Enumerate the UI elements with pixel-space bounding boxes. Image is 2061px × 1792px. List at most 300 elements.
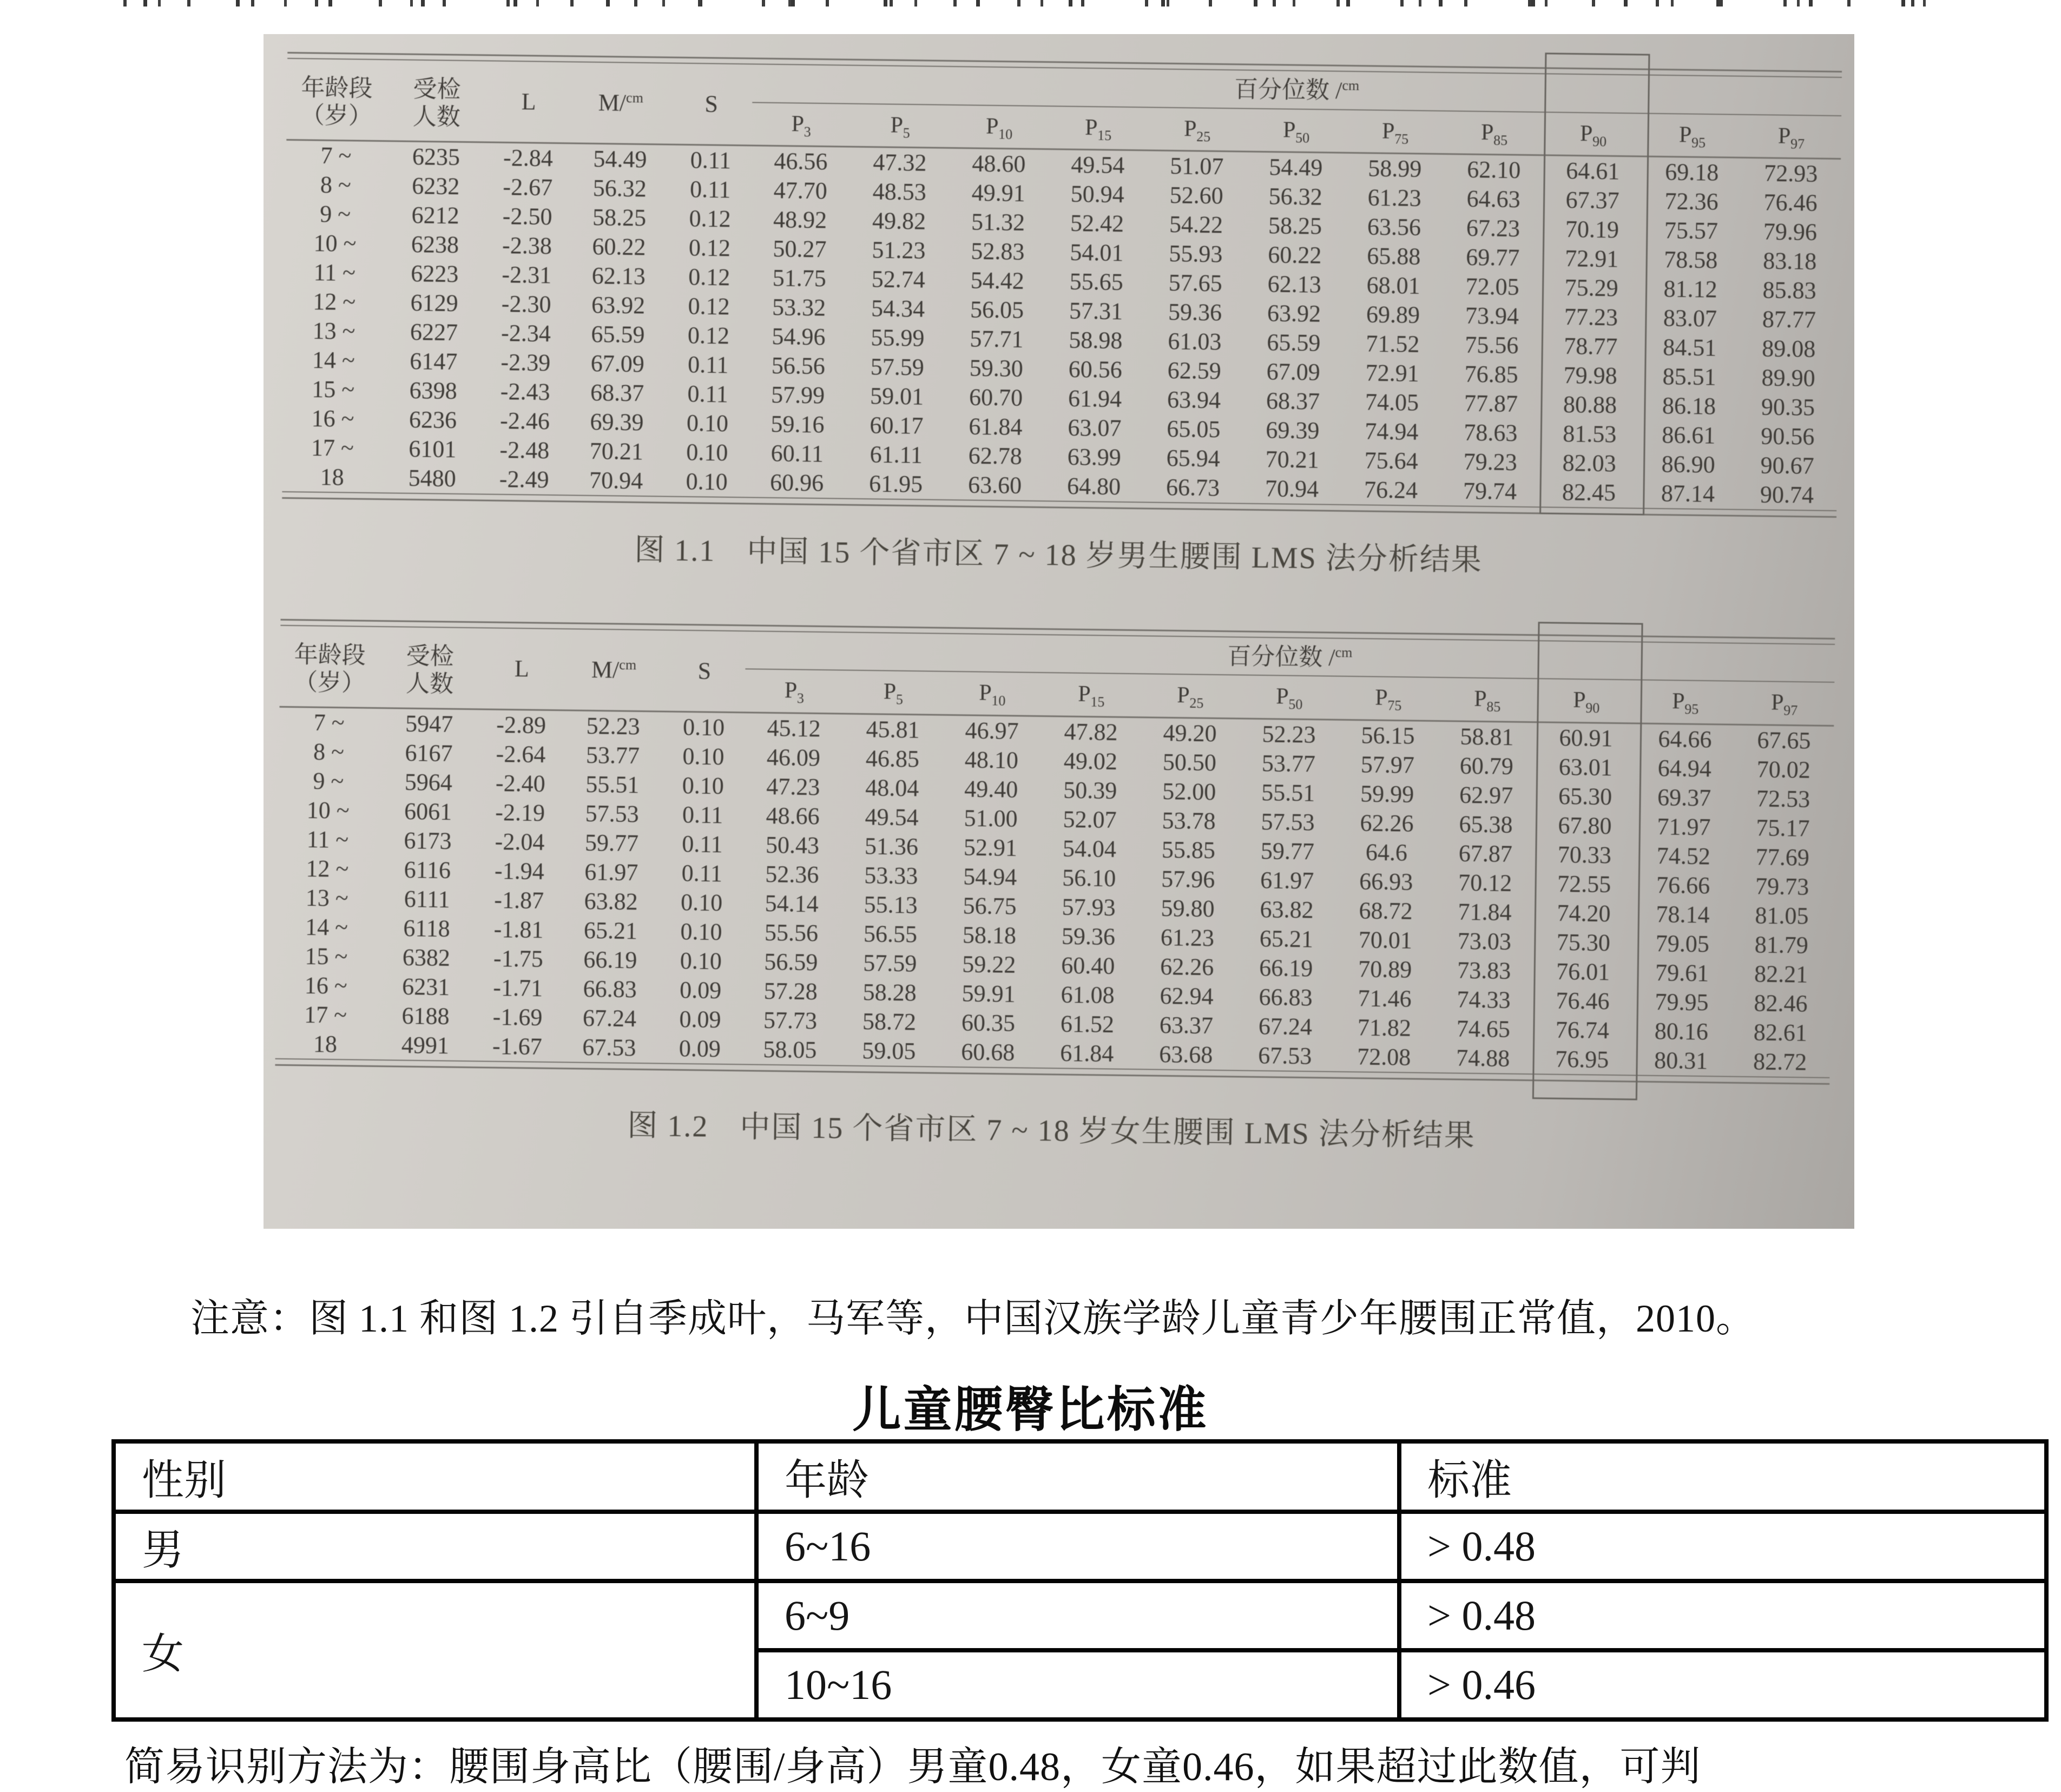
cell: 72.08 [1357, 1043, 1411, 1071]
cell: 57.53 [1261, 808, 1315, 836]
cell: -2.04 [495, 828, 545, 856]
ratio-table [111, 1439, 2049, 1722]
cell: 59.91 [962, 980, 1016, 1007]
cell: 61.97 [584, 858, 638, 886]
cell: 53.77 [1261, 750, 1316, 778]
cell: 0.11 [690, 147, 732, 174]
cell: 70.02 [1756, 756, 1811, 783]
p-label: $P_{85}$ [1438, 677, 1537, 722]
cell: 59.99 [1360, 780, 1414, 808]
cell: -2.64 [496, 740, 546, 768]
cell: 56.05 [970, 296, 1024, 324]
cell: 57.71 [970, 325, 1024, 353]
cell: 0.09 [679, 1006, 721, 1033]
cell: 90.67 [1760, 452, 1814, 479]
cell: 0.10 [680, 889, 723, 917]
cell: 69.39 [590, 409, 644, 436]
cell: 58.72 [862, 1008, 917, 1036]
cell: 53.78 [1162, 807, 1216, 835]
cell: 63.60 [967, 471, 1022, 499]
cell: 67.53 [1257, 1042, 1312, 1070]
cell: 56.56 [771, 352, 826, 380]
p-label: $P_{95}$ [1643, 113, 1742, 157]
cell: 56.59 [764, 948, 818, 976]
cell: 52.00 [1162, 778, 1216, 806]
cell: 61.23 [1367, 184, 1421, 212]
cell: 0.10 [682, 743, 725, 770]
cell: 0.10 [686, 439, 728, 466]
cell: 6061 [404, 798, 452, 825]
cell: 79.05 [1655, 930, 1710, 958]
cell: 69.39 [1266, 417, 1320, 444]
cell: 56.10 [1062, 864, 1116, 892]
cell: 57.31 [1069, 297, 1123, 325]
cell: 55.56 [764, 919, 819, 947]
cell: 63.07 [1068, 414, 1122, 442]
cell: 49.40 [964, 775, 1018, 803]
cell: 59.80 [1161, 894, 1215, 923]
cell: 57.97 [1360, 751, 1415, 779]
cell: 82.72 [1753, 1048, 1807, 1076]
cell: 51.23 [872, 236, 926, 264]
p-label: $P_{90}$ [1544, 112, 1643, 156]
cell: 54.04 [1062, 835, 1117, 862]
cell: 86.18 [1662, 392, 1716, 420]
cell: 48.92 [773, 206, 827, 234]
cell: 68.37 [1266, 387, 1320, 415]
cell: 10 ~ [313, 229, 357, 257]
cell: 54.42 [970, 267, 1025, 294]
cell: 5964 [404, 768, 453, 796]
cell: -2.67 [503, 174, 553, 201]
cell: 60.79 [1459, 752, 1514, 780]
cell: 61.84 [1060, 1039, 1114, 1067]
age-cell: 6~9 [756, 1581, 1399, 1650]
standard-cell: > 0.48 [1399, 1581, 2046, 1650]
cell: 74.52 [1656, 842, 1711, 870]
cell: 76.24 [1364, 476, 1418, 504]
cell: 6101 [409, 436, 457, 463]
cell: 67.87 [1458, 840, 1513, 867]
cell: 83.07 [1663, 305, 1717, 332]
photo-content [255, 27, 1860, 1241]
cell: 53.77 [585, 741, 640, 769]
cell-p90: 76.95 [1555, 1045, 1609, 1073]
cell: 60.40 [1061, 952, 1115, 979]
cell: 6173 [404, 827, 452, 854]
cell: 64.94 [1657, 755, 1712, 782]
cell: 55.99 [871, 324, 925, 352]
cell: -2.38 [502, 232, 552, 260]
age-label-line2: （岁） [300, 102, 373, 129]
cell: 79.95 [1655, 989, 1709, 1016]
cell: 6188 [401, 1002, 450, 1030]
cell: 63.94 [1167, 386, 1221, 414]
cell: 59.36 [1061, 923, 1116, 950]
figure-caption-1: 图 1.1 中国 15 个省市区 7 ~ 18 岁男生腰围 LMS 法分析结果 [634, 533, 1483, 577]
cell: 49.91 [971, 179, 1026, 207]
cell: 59.16 [771, 411, 825, 438]
cell: 71.97 [1657, 813, 1711, 841]
cell: 51.07 [1170, 153, 1224, 180]
cell: 55.13 [864, 891, 918, 919]
cell: 45.81 [866, 716, 920, 743]
cell: 86.90 [1661, 451, 1715, 478]
p-label: $P_3$ [745, 669, 844, 714]
cell: 45.12 [767, 715, 821, 742]
cell: 61.94 [1068, 385, 1122, 413]
cell: 0.11 [687, 380, 729, 408]
cell: 63.82 [1260, 896, 1314, 924]
cell-p90: 75.30 [1556, 928, 1611, 957]
figure-caption-2: 图 1.2 中国 15 个省市区 7 ~ 18 岁女生腰围 LMS 法分析结果 [627, 1109, 1476, 1153]
col-header-s: S [670, 63, 753, 146]
p-label: $P_5$ [844, 670, 943, 715]
cell: 76.66 [1656, 872, 1710, 899]
cell: 82.46 [1754, 990, 1808, 1017]
cell: 47.70 [773, 177, 828, 205]
cell: 66.73 [1166, 474, 1220, 502]
ratio-header-row [114, 1441, 2046, 1512]
top-cut-text-fragments [123, 0, 1931, 6]
cell: 0.10 [682, 772, 725, 800]
cell: 0.10 [680, 918, 722, 946]
cell: 89.90 [1761, 364, 1815, 392]
cell: 6236 [409, 406, 457, 434]
cell: 71.84 [1458, 898, 1512, 926]
cell: 56.55 [863, 920, 918, 948]
cell-p90: 65.30 [1558, 782, 1612, 811]
cell: 65.38 [1459, 811, 1513, 838]
cell: 0.11 [689, 176, 731, 203]
p-label: $P_{75}$ [1339, 676, 1438, 721]
age-label-line1: 年龄段 [301, 74, 373, 102]
cell: 71.82 [1357, 1014, 1412, 1042]
cell: 6147 [410, 348, 458, 375]
cell: 75.17 [1756, 814, 1810, 842]
p-label: $P_{95}$ [1636, 680, 1735, 724]
cell-p90: 67.37 [1565, 187, 1619, 214]
lms-table-boys [282, 58, 1842, 511]
cell: 57.93 [1062, 893, 1116, 921]
cell: 53.33 [864, 862, 918, 890]
cell: 55.51 [1261, 779, 1315, 807]
cell-p90: 72.91 [1565, 245, 1619, 273]
cell: 60.56 [1068, 355, 1123, 384]
bottom-cut-line [0, 1737, 2061, 1789]
cell: 7 ~ [320, 142, 352, 169]
lms-table-boys-body [282, 140, 1841, 511]
cell: 0.11 [681, 831, 723, 858]
cell: 0.12 [688, 293, 730, 320]
col-header-standard: 标准 [1399, 1441, 2046, 1512]
cell: 62.59 [1167, 357, 1222, 385]
cell: -2.49 [499, 466, 549, 493]
cell: 69.89 [1366, 301, 1420, 328]
cell: -1.81 [493, 915, 544, 944]
cell: 58.81 [1460, 723, 1514, 750]
p-label: $P_3$ [752, 102, 851, 147]
cell: 70.21 [1265, 446, 1320, 473]
cell: 61.52 [1060, 1010, 1115, 1038]
cell: 59.05 [862, 1037, 916, 1065]
cell: 63.92 [591, 292, 646, 319]
cell: 0.11 [681, 860, 723, 887]
cell: 61.23 [1160, 924, 1215, 952]
cell: 58.28 [862, 979, 917, 1006]
cell: 10 ~ [306, 796, 350, 824]
cell: 76.46 [1763, 189, 1818, 216]
cell: 18 [320, 464, 345, 491]
cell: 85.83 [1762, 276, 1816, 304]
cell: 62.26 [1160, 953, 1214, 981]
cell: 18 [313, 1030, 338, 1058]
cell: 6231 [401, 973, 450, 1000]
cell: 65.05 [1167, 416, 1221, 443]
cell: 0.10 [686, 468, 728, 496]
cell: 52.74 [871, 266, 926, 293]
cell: 55.51 [585, 770, 640, 799]
cell: 50.27 [773, 235, 827, 263]
cell: 63.82 [584, 887, 638, 915]
cell: 16 ~ [304, 972, 347, 999]
cell: 8 ~ [313, 738, 345, 766]
cell: 0.12 [689, 205, 731, 233]
cell: 49.82 [872, 207, 926, 235]
cell: 90.56 [1761, 423, 1815, 450]
cell: 5480 [408, 465, 457, 492]
cell: 51.32 [971, 208, 1025, 236]
cell: 53.32 [772, 294, 826, 321]
p-label: $P_{50}$ [1247, 108, 1346, 153]
cell: -2.30 [501, 291, 551, 318]
cell: 78.63 [1464, 419, 1518, 447]
cell: 15 ~ [311, 375, 355, 403]
cell: 70.89 [1358, 956, 1412, 983]
cell: 77.69 [1755, 844, 1810, 871]
cell-p90: 80.88 [1563, 391, 1617, 419]
cell: -2.19 [495, 799, 545, 827]
cell: 60.11 [771, 440, 824, 467]
cell: 57.59 [870, 353, 925, 381]
p-label: $P_{75}$ [1346, 109, 1445, 154]
cell-p90: 77.23 [1564, 304, 1618, 331]
p-label: $P_{10}$ [943, 671, 1042, 716]
cell: 61.95 [868, 470, 923, 498]
cell: 69.77 [1466, 243, 1520, 272]
cell: 70.94 [589, 467, 643, 495]
cell: 54.01 [1070, 239, 1124, 267]
cell: 48.53 [872, 178, 927, 206]
cell: 65.59 [591, 321, 645, 348]
p-label: $P_{97}$ [1735, 681, 1834, 726]
cell: 78.58 [1664, 246, 1718, 274]
cell: 0.10 [682, 714, 725, 741]
cell: 46.09 [766, 744, 821, 772]
cell-p90: 70.19 [1565, 216, 1619, 243]
cell: 58.25 [592, 204, 647, 232]
col-header-m: M/$^{cm}$ [570, 62, 671, 144]
cell: 70.21 [589, 438, 644, 465]
cell: 90.74 [1760, 481, 1814, 509]
cell: -2.43 [500, 378, 550, 406]
cell: 72.36 [1664, 188, 1718, 215]
cell: 0.12 [687, 322, 730, 350]
cell: 74.88 [1456, 1044, 1510, 1072]
cell: 57.96 [1161, 866, 1215, 893]
cell: 63.37 [1159, 1011, 1214, 1039]
cell: 6118 [403, 914, 451, 942]
cell: 81.12 [1663, 275, 1717, 303]
cell: 14 ~ [312, 346, 355, 374]
cell: 67.65 [1757, 727, 1811, 754]
cell: 68.01 [1366, 272, 1420, 299]
cell: 4991 [401, 1031, 450, 1059]
cell: 73.03 [1457, 927, 1512, 955]
cell: 6398 [409, 377, 457, 405]
cell: 63.56 [1367, 213, 1421, 241]
cell: 52.23 [1262, 721, 1316, 748]
cell: -2.89 [496, 711, 546, 739]
cell: 75.56 [1465, 331, 1519, 359]
cell-p90: 81.53 [1563, 420, 1617, 448]
cell: 58.25 [1268, 212, 1322, 240]
cell: 62.97 [1459, 781, 1513, 809]
p-label: $P_{50}$ [1240, 675, 1339, 720]
cell: 6129 [410, 289, 458, 317]
cell: 70.12 [1458, 869, 1512, 897]
cell: 6167 [405, 739, 453, 767]
cell-p90: 79.98 [1563, 362, 1617, 390]
cell: 62.94 [1160, 982, 1214, 1010]
cell: 67.53 [582, 1033, 636, 1062]
cell: 51.75 [772, 265, 827, 292]
cell: 49.54 [1071, 151, 1125, 179]
cell: -2.34 [501, 320, 551, 347]
cell: 65.21 [1259, 925, 1314, 953]
cell: 6382 [402, 944, 451, 971]
cell: 16 ~ [311, 405, 354, 432]
cell: -1.71 [493, 974, 543, 1002]
col-header-s: S [663, 630, 746, 712]
cell: 73.94 [1465, 302, 1519, 330]
cell: -1.69 [492, 1003, 543, 1031]
col-header-n [386, 60, 488, 142]
cell: 65.59 [1267, 329, 1321, 357]
cell: 71.46 [1358, 985, 1412, 1012]
cell: -2.46 [499, 407, 550, 435]
cell: 52.23 [586, 712, 640, 740]
cell: 46.85 [865, 745, 920, 773]
cell-p90: 75.29 [1564, 274, 1618, 302]
cell: 54.14 [765, 890, 819, 918]
cell: -2.50 [502, 203, 552, 230]
cell: 70.01 [1358, 926, 1413, 954]
cell: 54.96 [772, 323, 826, 351]
cell: 58.18 [962, 921, 1017, 949]
cell: 57.53 [585, 800, 639, 828]
cell: 7 ~ [313, 709, 345, 736]
cell: 17 ~ [311, 434, 354, 462]
standard-cell: > 0.46 [1399, 1650, 2046, 1719]
cell: 0.10 [686, 410, 729, 437]
cell: 73.83 [1457, 957, 1511, 984]
cell: 0.10 [680, 947, 722, 975]
cell-p90: 82.45 [1562, 479, 1616, 506]
cell: 83.18 [1763, 247, 1817, 275]
cell: 86.61 [1662, 421, 1716, 449]
cell: 61.84 [969, 413, 1023, 440]
section-title: 儿童腰臀比标准 [852, 1383, 1209, 1437]
cell: 82.61 [1753, 1019, 1808, 1046]
p-label: $P_5$ [851, 103, 950, 148]
cell: 50.43 [765, 832, 820, 859]
cell: 59.77 [1260, 838, 1315, 865]
cell-p90: 76.74 [1555, 1016, 1610, 1044]
cell: 56.32 [1268, 183, 1322, 210]
n-label-line1: 受检 [413, 76, 461, 103]
cell-p90: 78.77 [1564, 333, 1618, 360]
cell: 57.59 [863, 950, 917, 977]
cell-p90: 67.80 [1558, 812, 1612, 840]
cell: 66.19 [1259, 954, 1313, 982]
cell: 52.07 [1063, 806, 1117, 833]
cell: 68.37 [590, 379, 644, 407]
cell: 46.56 [774, 148, 828, 175]
cell: 75.64 [1364, 447, 1419, 475]
cell: -2.40 [495, 769, 545, 798]
cell: 59.22 [962, 951, 1016, 978]
ratio-row-male [114, 1512, 2046, 1581]
cell: 51.36 [864, 833, 919, 860]
col-header-n [379, 627, 480, 709]
cell: 58.98 [1069, 326, 1123, 354]
cell: 61.11 [870, 441, 923, 469]
cell: 82.21 [1754, 960, 1808, 988]
cell: 80.16 [1654, 1018, 1709, 1045]
cell: 6235 [412, 143, 460, 171]
cell: 65.94 [1166, 445, 1221, 472]
cell: 60.68 [961, 1038, 1015, 1066]
cell: 0.12 [688, 234, 731, 262]
cell: -2.48 [499, 437, 550, 464]
p-label: $P_{25}$ [1141, 674, 1240, 719]
cell: 87.14 [1661, 480, 1715, 508]
cell: 9 ~ [313, 767, 344, 795]
cell: 17 ~ [304, 1001, 347, 1029]
cell: 66.19 [583, 946, 637, 974]
col-header-age: 年龄 [756, 1441, 1399, 1512]
cell: 75.57 [1664, 217, 1718, 245]
cell: 60.22 [1268, 241, 1322, 269]
cell: 54.94 [963, 863, 1017, 891]
cell: 48.04 [865, 774, 919, 802]
cell: 0.09 [679, 1035, 721, 1063]
cell: 72.05 [1465, 273, 1519, 301]
cell-p90: 76.46 [1556, 987, 1610, 1015]
cell: 78.14 [1656, 901, 1710, 928]
cell: 57.99 [771, 381, 825, 409]
cell: 60.35 [961, 1009, 1016, 1037]
cell: 58.99 [1368, 155, 1422, 182]
cell: 63.68 [1159, 1040, 1213, 1069]
cell: 59.01 [870, 383, 924, 410]
cell: 74.33 [1457, 986, 1511, 1013]
cell: 64.80 [1066, 472, 1121, 500]
cell: 50.39 [1063, 776, 1117, 804]
cell: 64.6 [1365, 839, 1408, 866]
cell: 80.31 [1654, 1047, 1708, 1075]
